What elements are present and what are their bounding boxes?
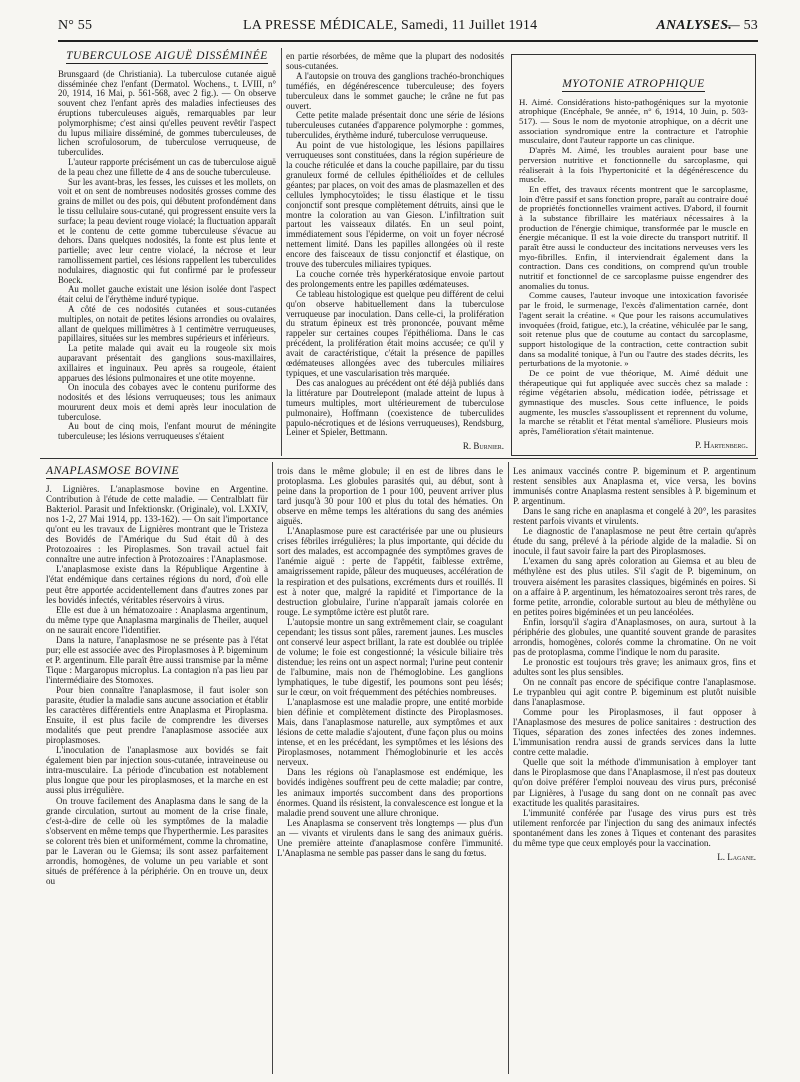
paragraph: en partie résorbées, de même que la plupart des nodosités sous-cutanées. (286, 51, 504, 71)
issue-number: N° 55 (58, 18, 93, 33)
signature-hartenberg: P. Hartenberg. (695, 439, 748, 450)
paragraph: Quelle que soit la méthode d'immunisation à employer tant dans le Piroplasmose que dans l'Anaplasmose, il n'est pas douteux qu'on doive préférer l'emploi nouveau des virus purs, préconisé par Lignières, à l'usage du sang dont on ne connaît pas avec exactitude les qualités parasitaires. (513, 757, 756, 808)
paragraph: On ne connaît pas encore de spécifique contre l'anaplasmose. Le trypanbleu qui agit contre P. bigeminum est plutôt nuisible dans l'anaplasmose. (513, 676, 756, 708)
paragraph: Les animaux vaccinés contre P. bigeminum et P. argentinum restent sensibles aux Anaplasma et, vice versa, les bovins immunisés contre Anaplasma restent sensibles à P. bigeminum et P. argentinum. (513, 466, 756, 507)
anaplasmose-text-1 (46, 484, 268, 886)
paragraph: On trouve facilement des Anaplasma dans le sang de la grande circulation, surtout au moment de la crise finale, c'est-à-dire de celle où les symptômes de la maladie s'observent en même temps que l'hyperthermie. Les parasites se colorent très bien et uniformément, comme la chromatine, par le Laveran ou le Giemsa; ils sont assez parfaitement arrondis, homogènes, de volume un peu variable et sont situés de préférence à la périphérie. On en trouve un, deux ou (46, 795, 268, 886)
tuberculose-column-1 (58, 52, 276, 442)
myotonie-title: MYOTONIE ATROPHIQUE (562, 78, 705, 90)
paragraph: L'autopsie montre un sang extrêmement clair, se coagulant cependant; les tissus sont pâles, rarement jaunes. Les muscles ont conservé leur aspect brillant, la rate est doublée ou triplée de volume; le foie est congestionné; la vésicule biliaire très distendue; les reins ont un aspect normal; l'urine peut contenir de l'albumine, mais non de l'hémoglobine. Les ganglions lymphatiques, le tube digestif, les poumons sont peu lésés; sur le cœur, on voit fréquemment des pétéchies nombreuses. (277, 616, 503, 698)
anaplasmose-column-3 (513, 466, 756, 862)
paragraph: Des cas analogues au précédent ont été déjà publiés dans la littérature par Doutrelepont (malade atteint de lupus à tumeurs multiples, mort ultérieurement de tuberculose pulmonaire), Hoffmann (coexistence de tuberculides papulo-nécrotiques et de lésions verruqueuses), Rendsburg, Leiner et Spieler, Bettmann. (286, 377, 504, 438)
paragraph: Au point de vue histologique, les lésions papillaires verruqueuses sont constituées, dans la région supérieure de la couche réticulée et dans la couche papillaire, par du tissu granuleux formé de cellules épithélioïdes et de cellules géantes; par places, on voit des amas de plasmazellen et des cellules lymphocytoïdes; le tissu élastique et le tissu conjonctif sont presque complètement détruits, ainsi que le montre la coloration au van Gieson. L'infiltration suit partout les vaisseaux dilatés. En un seul point, immédiatement sous l'épiderme, on voit un foyer nécrosé nettement limité. Dans les papilles allongées où il reste encore des faisceaux de tissu conjonctif et élastique, on trouve des tubercules miliaires typiques. (286, 140, 504, 270)
paragraph: A l'autopsie on trouva des ganglions trachéo-bronchiques tuméfiés, en dégénérescence tuberculeuse; des foyers tuberculeux dans le sommet gauche; le crâne ne fut pas ouvert. (286, 70, 504, 111)
paragraph: L'Anaplasmose pure est caractérisée par une ou plusieurs crises fébriles irrégulières; la plus importante, qui décide du sort des malades, est accompagnée des symptômes graves de l'anémie aiguë : perte de l'appétit, faiblesse extrême, amaigrissement rapide, pâleur des muqueuses, accélération de la respiration et des pulsations, excréments durs et rouillés. Il est à noter que, malgré la rapidité et l'importance de la destruction globulaire, l'urine n'apparaît jamais colorée en rouge. Le symptôme ictère est plutôt rare. (277, 526, 503, 617)
paragraph: En effet, des travaux récents montrent que le sarcoplasme, loin d'être passif et sans fonction propre, paraît au contraire doué de propriétés fonctionnelles vraiment actives. D'abord, il fournit à la substance fibrillaire les matériaux nécessaires à la production de l'énergie chimique, transformée par le muscle en énergie mécanique. Il est la voie directe du transport nutritif. Il paraît être aussi le conducteur des incitations nerveuses vers les myo-fibrilles. Enfin, il interviendrait également dans la contraction. Dans ces conditions, on comprend qu'un trouble nutritif et fonctionnel de ce sarcoplasme puisse engendrer des anomalies du tonus. (519, 183, 748, 291)
anaplasmose-column-1 (46, 466, 268, 886)
anaplasmose-title: ANAPLASMOSE BOVINE (46, 465, 180, 477)
paragraph: J. Lignières. L'anaplasmose bovine en Argentine. Contribution à l'étude de cette maladie. — Centralblatt für Bakteriol. Parasit und Infektionskr. (Originale), vol. LXXIV, nos 1-2, 27 Mai 1914, pp. 133-162). — On sait l'importance qu'ont eu les travaux de Lignières montrant que le Tristeza des Bovidés de l'Amérique du Sud était dû à des Protozoaires : les Piroplasmes. Son travail actuel fait connaître une autre infection à Protozoaires : l'Anaplasmose. (46, 484, 268, 565)
paragraph: Pour bien connaître l'anaplasmose, il faut isoler son parasite, étudier la maladie sans aucune association et établir les caractères différentiels entre Anaplasma et Piroplasma. Ensuite, il est plus facile de comprendre les diverses modalités que peut prendre l'anaplasmose associée aux piroplasmoses. (46, 684, 268, 746)
paragraph: Sur les avant-bras, les fesses, les cuisses et les mollets, on voit et on sent de nombreuses nodosités grosses comme des grains de millet ou des pois, qui débutent profondément dans le tissu cellulaire sous-cutané, qui progressent ensuite vers la surface; la peau devient rouge violacé; la fluctuation apparaît et le contenu de cette gomme tuberculeuse s'évacue au dehors. Dans quelques nodosités, la fonte est plus lente et partielle; avec leur centre violacé, la nécrose et leur ramollissement partiel, ces lésions rappellent les tuberculides nodulaires, diagnostic qui fut confirmé par le professeur Boeck. (58, 176, 276, 285)
paragraph: La petite malade qui avait eu la rougeole six mois auparavant présentait des ganglions sous-maxillaires, axillaires et inguinaux. Peu après sa rougeole, étaient apparues des lésions pulmonaires et une otite moyenne. (58, 343, 276, 383)
paragraph: L'anaplasmose existe dans la République Argentine à l'état endémique dans certaines régions du nord, d'où elle peut être apportée accidentellement dans d'autres zones par les bovidés infectés, véritables réservoirs à virus. (46, 564, 268, 605)
paragraph: On inocula des cobayes avec le contenu puriforme des nodosités et des lésions verruqueuses; tous les animaux moururent deux mois et demi après leur inoculation de tuberculose. (58, 382, 276, 422)
paragraph: Elle est due à un hématozoaire : Anaplasma argentinum, du même type que Anaplasma marginalis de Theiler, auquel on ne saurait encore l'identifier. (46, 604, 268, 635)
tuberculose-text-2 (286, 52, 504, 438)
paragraph: Comme pour les Piroplasmoses, il faut opposer à l'Anaplasmose des mesures de police sanitaires : destruction des Tiques, séparation des zones infectées des zones indemnes. L'immunisation rendra aussi de grands services dans la lutte contre cette maladie. (513, 707, 756, 758)
page-number: — 53 (725, 18, 758, 33)
column-divider (508, 462, 509, 1074)
paragraph: Dans le sang riche en anaplasma et congelé à 20°, les parasites restent parfois vivants et virulents. (513, 506, 756, 527)
masthead: LA PRESSE MÉDICALE, Samedi, 11 Juillet 1914 (243, 18, 538, 33)
paragraph: Comme causes, l'auteur invoque une intoxication favorisée par le froid, le surmenage, l'excès d'alimentation carnée, dont l'agent serait la créatine. « Que pour les raisons accumulatives invoquées (froid, fatigue, etc.), la créatine, véhiculée par le sang, soit retenue plus que de coutume au contact du sarcoplasme, support histologique de la contraction, cette contraction subit dans sa modalité tonique, à l'un ou l'autre des stades décrits, les perturbations de la myotonie. » (519, 290, 748, 369)
paragraph: De ce point de vue théorique, M. Aimé déduit une thérapeutique qui fut appliquée avec succès chez sa malade : régime végétarien absolu, médication iodée, pétrissage et gymnastique des muscles. Sous cette influence, le poids augmente, les muscles s'assouplissent et reprennent du volume, la marche se rétablit et l'état mental s'améliore. Plusieurs mois après, l'amélioration s'était maintenue. (519, 367, 748, 437)
anaplasmose-text-2 (277, 466, 503, 858)
paragraph: Ce tableau histologique est quelque peu différent de celui qu'on observe habituellement dans la tuberculose verruqueuse par inoculation. Dans celle-ci, la prolifération du stratum épineux est très prononcée, pouvant même rappeler sur certaines coupes l'épithélioma. Dans le cas précédent, la prolifération était moins accusée; ce qu'il y avait de caractéristique, c'était la présence de papilles œdémateuses allongées avec des tubercules miliaires typiques, et une vascularisation très marquée. (286, 288, 504, 378)
signature-burnier: R. Burnier. (462, 441, 504, 452)
paragraph: L'anaplasmose est une maladie propre, une entité morbide bien définie et complètement distincte des Piroplasmoses. Mais, dans l'anaplasmose naturelle, aux symptômes et aux lésions de cette maladie s'ajoutent, d'une façon plus ou moins intense, et en les précédant, les symptômes et les lésions des Piroplasmoses, notamment l'hémoglobinurie et les accès nerveux. (277, 697, 503, 768)
tuberculose-column-2 (286, 52, 504, 452)
paragraph: Dans la nature, l'anaplasmose ne se présente pas à l'état pur; elle est associée avec des Piroplasmoses à P. bigeminum et P. argentinum. Elle paraît être aussi transmise par la même Tique : Margaropus microplus. La contagion n'a pas lieu par l'intermédiaire des Stomoxes. (46, 634, 268, 685)
paragraph: H. Aimé. Considérations histo-pathogéniques sur la myotonie atrophique (Encéphale, 9e année, n° 6, 1914, 10 Juin, p. 503-517). — Sous le nom de myotonie atrophique, on a décrit une association syndromique entre la contracture et l'atrophie musculaire, dont l'auteur rapporte un cas clinique. (519, 96, 748, 146)
header-rule (58, 40, 758, 42)
paragraph: Au bout de cinq mois, l'enfant mourut de méningite tuberculeuse; les lésions verruqueuses s'étaient (58, 421, 276, 442)
paragraph: Les Anaplasma se conservent très longtemps — plus d'un an — vivants et virulents dans le sang des animaux guéris. Une première atteinte d'anaplasmose confère l'immunité. L'Anaplasma ne semble pas passer dans le sang du fœtus. (277, 817, 503, 858)
tuberculose-text-1 (58, 70, 276, 442)
column-divider (281, 48, 282, 456)
paragraph: Brunsgaard (de Christiania). La tuberculose cutanée aiguë disséminée chez l'enfant (Dermatol. Wochens., t. LVIII, n° 20, 1914, 16 Mai, p. 561-568, avec 2 fig.). — On observe souvent chez l'enfant après des maladies infectieuses des éruptions tuberculeuses aiguës, remarquables par leur polymorphisme; c'est ainsi qu'elles peuvent revêtir l'aspect du lupus miliaire disséminé, de gommes tuberculeuses, de lichen scrofulosorum, de tuberculose verruqueuse, de tuberculides. (58, 68, 276, 158)
section-divider (40, 458, 758, 459)
myotonie-text (519, 98, 748, 437)
paragraph: trois dans le même globule; il en est de libres dans le protoplasma. Les globules parasités qui, au début, sont à peine dans la proportion de 1 pour 100, peuvent arriver plus tard jusqu'à 30 pour 100 et plus du total des hématies. On observe en même temps les altérations du sang des anémies aiguës. (277, 466, 503, 527)
paragraph: Enfin, lorsqu'il s'agira d'Anaplasmoses, on aura, surtout à la périphérie des globules, une quantité souvent grande de parasites arrondis, homogènes, colorés comme la chromatine. On ne voit pas de protoplasma, comme l'indique le nom du parasite. (513, 616, 756, 657)
column-divider (272, 462, 273, 1074)
myotonie-column (519, 80, 748, 450)
paragraph: D'après M. Aimé, les troubles auraient pour base une perversion nutritive et fonctionnelle du sarcoplasme, qui réaliserait à la fois l'hypertonicité et la dégénérescence du muscle. (519, 145, 748, 185)
paragraph: La couche cornée très hyperkératosique envoie partout des prolongements entre les papilles œdémateuses. (286, 268, 504, 289)
anaplasmose-text-3 (513, 466, 756, 848)
paragraph: L'auteur rapporte précisément un cas de tuberculose aiguë de la peau chez une fillette de 4 ans de souche tuberculeuse. (58, 156, 276, 177)
paragraph: L'examen du sang après coloration au Giemsa et au bleu de méthylène est des plus utiles. S'il s'agit de P. bigeminum, on trouvera aisément les parasites classiques, bigéminés en poires. Si on a affaire à P. argentinum, les hématozoaires seront très rares, de forme petite, arrondie, colorable surtout au bleu de méthylène ou en petites poires bigéminées et un peu lancéolées. (513, 556, 756, 617)
section-name: ANALYSES. (656, 18, 732, 33)
paragraph: L'immunité conférée par l'usage des virus purs est très utilement renforcée par l'injection du sang des animaux infectés spontanément dans les zones à Tiques et contenant des parasites du même type que ceux employés pour la vaccination. (513, 807, 756, 848)
paragraph: L'inoculation de l'anaplasmose aux bovidés se fait également bien par injection sous-cutanée, intraveineuse ou intra-musculaire. La période d'incubation est notablement plus longue que pour les piroplasmoses, et la marche en est aussi plus irrégulière. (46, 745, 268, 796)
paragraph: Le diagnostic de l'anaplasmose ne peut être certain qu'après étude du sang, prélevé à la période algide de la maladie. Si on inocule, il faut savoir faire la part des Piroplasmoses. (513, 526, 756, 557)
paragraph: Cette petite malade présentait donc une série de lésions tuberculeuses cutanées d'apparence polymorphe : gommes, tuberculides, érythème induré, tuberculose verruqueuse. (286, 110, 504, 141)
tuberculose-title: TUBERCULOSE AIGUË DISSÉMINÉE (66, 50, 268, 62)
page-header (58, 16, 758, 40)
paragraph: Au mollet gauche existait une lésion isolée dont l'aspect était celui de l'érythème induré typique. (58, 284, 276, 305)
paragraph: A côté de ces nodosités cutanées et sous-cutanées multiples, on notait de petites lésions arrondies ou ovalaires, allant de quelques millimètres à 1 centimètre verruqueuses, papillaires, situées sur les membres supérieurs et inférieurs. (58, 303, 276, 344)
paragraph: Le pronostic est toujours très grave; les animaux gros, fins et adultes sont les plus sensibles. (513, 656, 756, 677)
paragraph: Dans les régions où l'anaplasmose est endémique, les bovidés indigènes souffrent peu de cette maladie; par contre, les animaux importés succombent dans des proportions énormes. Quand ils résistent, la convalescence est longue et la maladie prend souvent une allure chronique. (277, 767, 504, 818)
anaplasmose-column-2 (277, 466, 503, 858)
signature-lagane: L. Lagane. (717, 851, 756, 862)
